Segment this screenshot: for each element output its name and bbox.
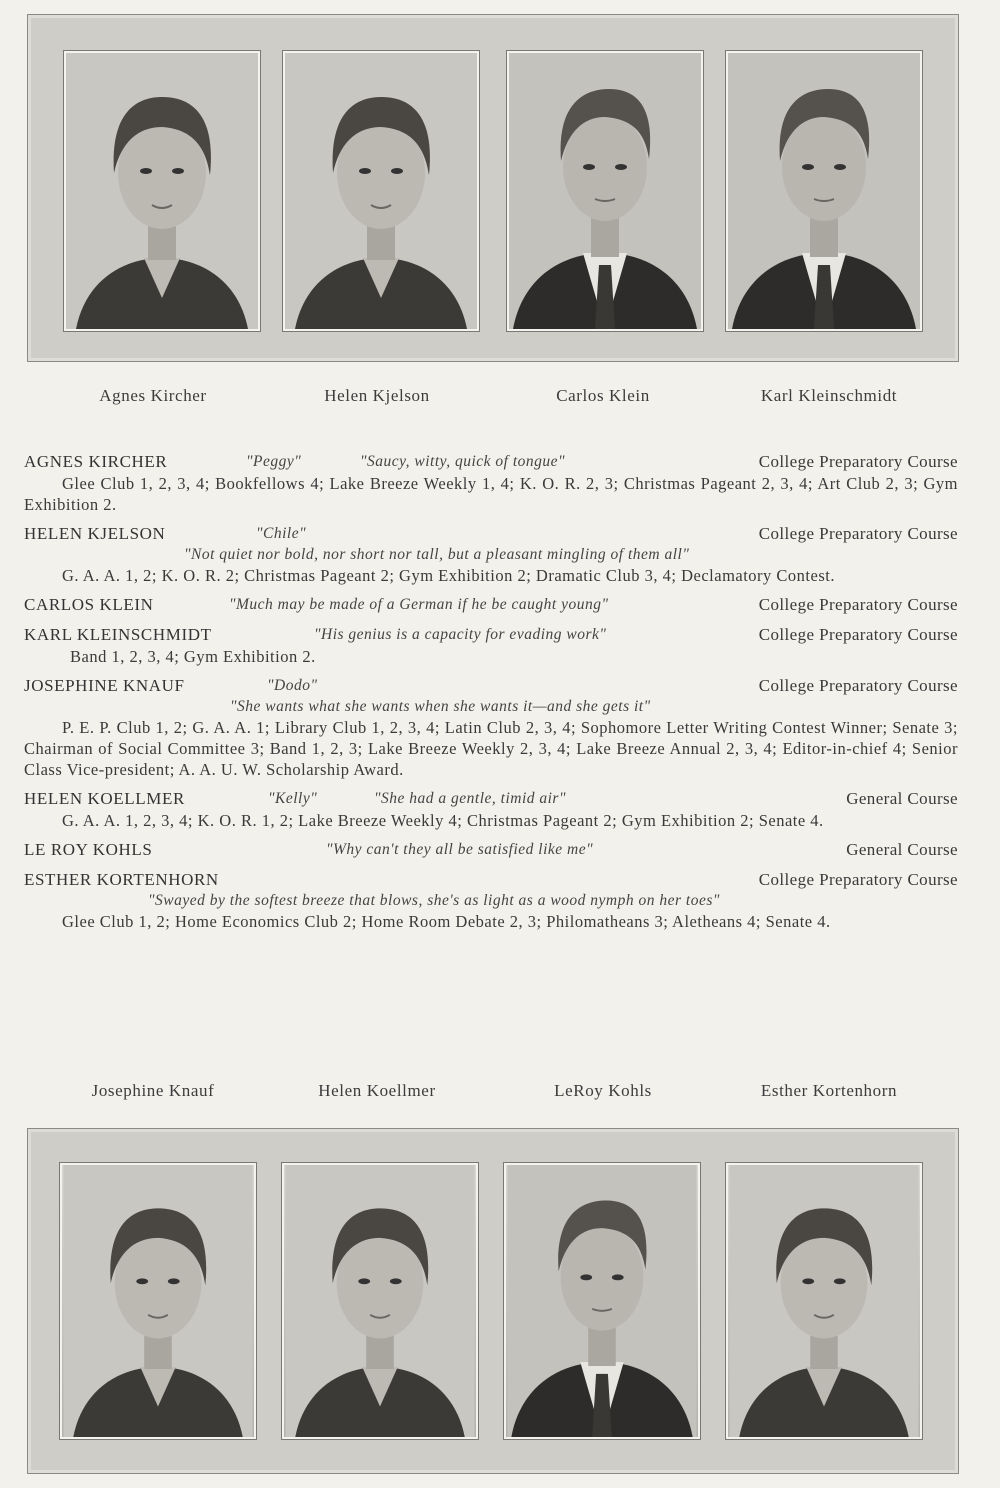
bottom-photo-panel xyxy=(27,1128,959,1474)
course: College Preparatory Course xyxy=(758,452,958,471)
nickname: "Kelly" xyxy=(268,790,318,807)
portrait-photo-agnes-kircher xyxy=(64,51,260,331)
student-name: AGNES KIRCHER xyxy=(24,452,168,471)
nickname: "Chile" xyxy=(256,525,307,542)
course: College Preparatory Course xyxy=(758,595,958,614)
caption: Karl Kleinschmidt xyxy=(760,386,898,405)
activities: G. A. A. 1, 2, 3, 4; K. O. R. 1, 2; Lake Breeze Weekly 4; Christmas Pageant 2; Gym Exhibition 2; Senate 4. xyxy=(62,811,824,830)
caption: Agnes Kircher xyxy=(99,386,207,405)
student-name: CARLOS KLEIN xyxy=(24,595,154,614)
quote: "Why can't they all be satisfied like me" xyxy=(326,841,594,858)
student-name: HELEN KJELSON xyxy=(24,524,166,543)
caption: Helen Kjelson xyxy=(324,386,430,405)
activities: Glee Club 1, 2, 3, 4; Bookfellows 4; Lake Breeze Weekly 1, 4; K. O. R. 2, 3; Christmas Pageant 2, 3, 4; Art Club 2, 3; Gym Exhibition 2. xyxy=(24,474,958,514)
caption: Josephine Knauf xyxy=(91,1081,215,1100)
nickname: "Dodo" xyxy=(267,677,318,694)
portrait-photo-josephine-knauf xyxy=(60,1163,256,1439)
course: General Course xyxy=(846,789,958,808)
quote: "His genius is a capacity for evading work" xyxy=(314,626,607,643)
course: College Preparatory Course xyxy=(758,625,958,644)
bio-entry xyxy=(24,839,958,861)
portrait-photo-helen-kjelson xyxy=(283,51,479,331)
course: College Preparatory Course xyxy=(758,524,958,543)
activities: Glee Club 1, 2; Home Economics Club 2; Home Room Debate 2, 3; Philomatheans 3; Aletheans 4; Senate 4. xyxy=(62,912,831,931)
nickname: "Peggy" xyxy=(246,453,302,470)
bio-entry xyxy=(24,523,958,586)
caption: LeRoy Kohls xyxy=(554,1081,652,1100)
course: College Preparatory Course xyxy=(758,870,958,889)
caption: Carlos Klein xyxy=(556,386,650,405)
student-name: HELEN KOELLMER xyxy=(24,789,185,808)
bio-entry xyxy=(24,788,958,831)
bio-entry xyxy=(24,624,958,667)
student-name: LE ROY KOHLS xyxy=(24,840,153,859)
portrait-photo-helen-koellmer xyxy=(282,1163,478,1439)
student-biographies xyxy=(24,451,958,940)
quote: "Swayed by the softest breeze that blows, she's as light as a wood nymph on her toes" xyxy=(148,892,720,909)
activities: Band 1, 2, 3, 4; Gym Exhibition 2. xyxy=(70,647,316,666)
portrait-photo-leroy-kohls xyxy=(504,1163,700,1439)
caption: Esther Kortenhorn xyxy=(760,1081,898,1100)
caption: Helen Koellmer xyxy=(318,1081,436,1100)
quote: "She had a gentle, timid air" xyxy=(374,790,566,807)
top-photo-panel xyxy=(27,14,959,362)
course: General Course xyxy=(846,840,958,859)
quote: "Saucy, witty, quick of tongue" xyxy=(360,453,566,470)
student-name: JOSEPHINE KNAUF xyxy=(24,676,185,695)
bio-entry xyxy=(24,594,958,616)
bio-entry xyxy=(24,675,958,780)
student-name: KARL KLEINSCHMIDT xyxy=(24,625,212,644)
quote: "Not quiet nor bold, nor short nor tall, but a pleasant mingling of them all" xyxy=(184,546,690,563)
portrait-photo-esther-kortenhorn xyxy=(726,1163,922,1439)
course: College Preparatory Course xyxy=(758,676,958,695)
quote: "Much may be made of a German if he be caught young" xyxy=(229,596,609,613)
quote: "She wants what she wants when she wants it—and she gets it" xyxy=(230,698,651,715)
bio-entry xyxy=(24,451,958,515)
bio-entry xyxy=(24,869,958,932)
activities: P. E. P. Club 1, 2; G. A. A. 1; Library Club 1, 2, 3, 4; Latin Club 2, 3, 4; Sophomore Letter Writing Contest Winner; Senate 3; Chairman of Social Committee 3; Band 1, 2, 3; Lake Breeze Weekly 2, 3, 4; Lake Breeze Annual 2, 3, 4; Editor-in-chief 4; Senior Class Vice-president; A. A. U. W. Scholarship Award. xyxy=(24,718,958,779)
portrait-photo-carlos-klein xyxy=(507,51,703,331)
student-name: ESTHER KORTENHORN xyxy=(24,870,219,889)
portrait-photo-karl-kleinschmidt xyxy=(726,51,922,331)
activities: G. A. A. 1, 2; K. O. R. 2; Christmas Pageant 2; Gym Exhibition 2; Dramatic Club 3, 4; Declamatory Contest. xyxy=(62,566,835,585)
